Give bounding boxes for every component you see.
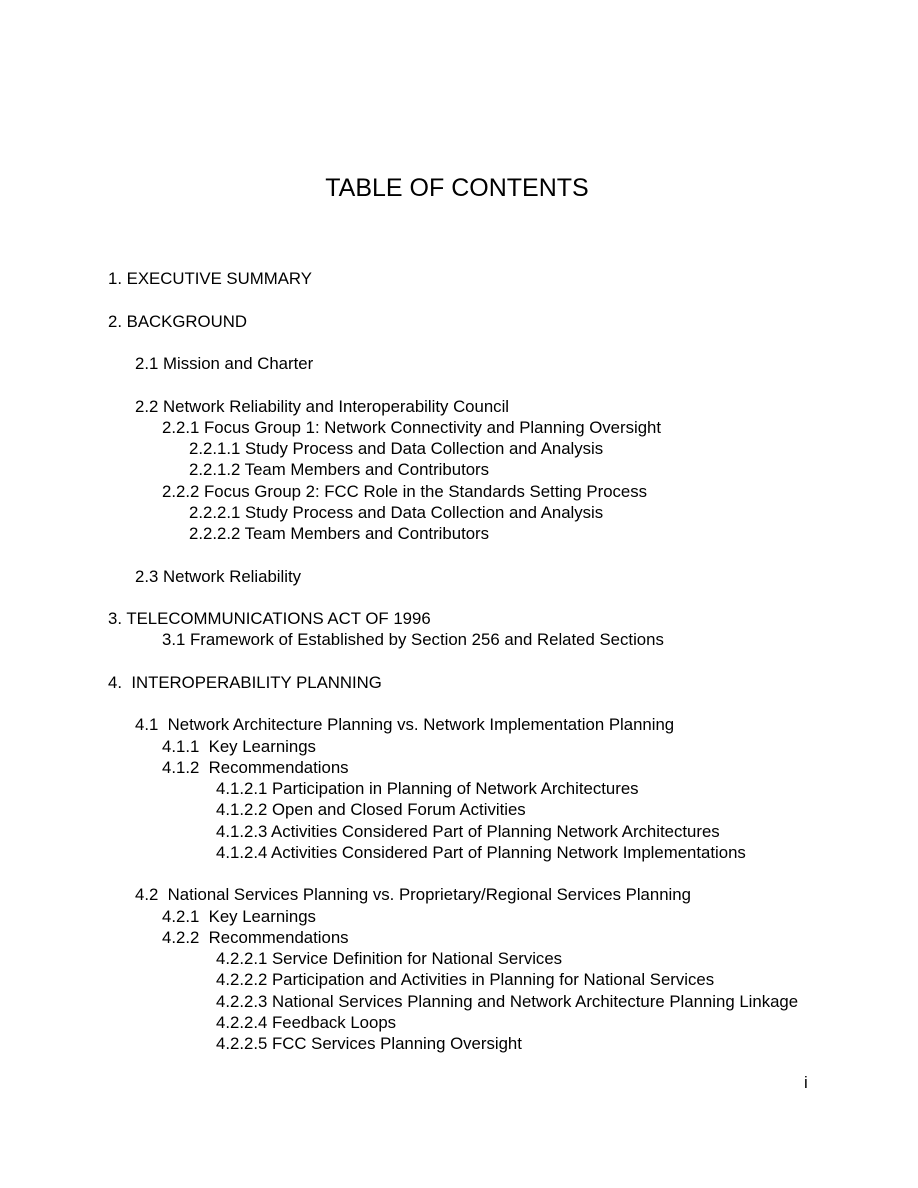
toc-entry-4-1-2-2: 4.1.2.2 Open and Closed Forum Activities (216, 800, 526, 819)
toc-entry-2-2-1: 2.2.1 Focus Group 1: Network Connectivity and Planning Oversight (162, 418, 662, 437)
toc-entry-4-1-2-1: 4.1.2.1 Participation in Planning of Network Architectures (216, 779, 639, 798)
page-number: i (804, 1073, 808, 1092)
toc-entry-2-2-1-1: 2.2.1.1 Study Process and Data Collection and Analysis (189, 439, 604, 458)
toc-entry-4-1-1: 4.1.1 Key Learnings (162, 737, 316, 756)
toc-entry-2-2: 2.2 Network Reliability and Interoperability Council (135, 397, 510, 416)
toc-entry-4-2-2-1: 4.2.2.1 Service Definition for National Services (216, 949, 563, 968)
toc-entry-3-1: 3.1 Framework of Established by Section 256 and Related Sections (162, 630, 664, 649)
toc-entry-4-1-2-4: 4.1.2.4 Activities Considered Part of Planning Network Implementations (216, 843, 746, 862)
toc-entry-2-2-2: 2.2.2 Focus Group 2: FCC Role in the Standards Setting Process (162, 482, 648, 501)
toc-entry-2-1: 2.1 Mission and Charter (135, 354, 314, 373)
page-title: TABLE OF CONTENTS (325, 174, 589, 202)
toc-entry-4-1-2: 4.1.2 Recommendations (162, 758, 349, 777)
toc-entry-2-2-2-2: 2.2.2.2 Team Members and Contributors (189, 524, 490, 543)
toc-entry-4-2-2-3: 4.2.2.3 National Services Planning and Network Architecture Planning Linkage (216, 992, 799, 1011)
toc-entry-4-1-2-3: 4.1.2.3 Activities Considered Part of Planning Network Architectures (216, 822, 720, 841)
toc-entry-2-3: 2.3 Network Reliability (135, 567, 302, 586)
toc-entry-4-2: 4.2 National Services Planning vs. Proprietary/Regional Services Planning (135, 885, 691, 904)
toc-entry-3: 3. TELECOMMUNICATIONS ACT OF 1996 (108, 609, 431, 628)
toc-entry-4-2-2-2: 4.2.2.2 Participation and Activities in Planning for National Services (216, 970, 715, 989)
toc-entry-4-2-1: 4.2.1 Key Learnings (162, 907, 316, 926)
toc-entry-2-2-1-2: 2.2.1.2 Team Members and Contributors (189, 460, 490, 479)
toc-entry-1: 1. EXECUTIVE SUMMARY (108, 269, 312, 288)
toc-entry-4-1: 4.1 Network Architecture Planning vs. Network Implementation Planning (135, 715, 675, 734)
toc-entry-4-2-2-5: 4.2.2.5 FCC Services Planning Oversight (216, 1034, 522, 1053)
toc-entry-4-2-2-4: 4.2.2.4 Feedback Loops (216, 1013, 397, 1032)
toc-entry-2: 2. BACKGROUND (108, 312, 247, 331)
toc-entry-4: 4. INTEROPERABILITY PLANNING (108, 673, 382, 692)
toc-entry-2-2-2-1: 2.2.2.1 Study Process and Data Collection and Analysis (189, 503, 604, 522)
toc-entry-4-2-2: 4.2.2 Recommendations (162, 928, 349, 947)
